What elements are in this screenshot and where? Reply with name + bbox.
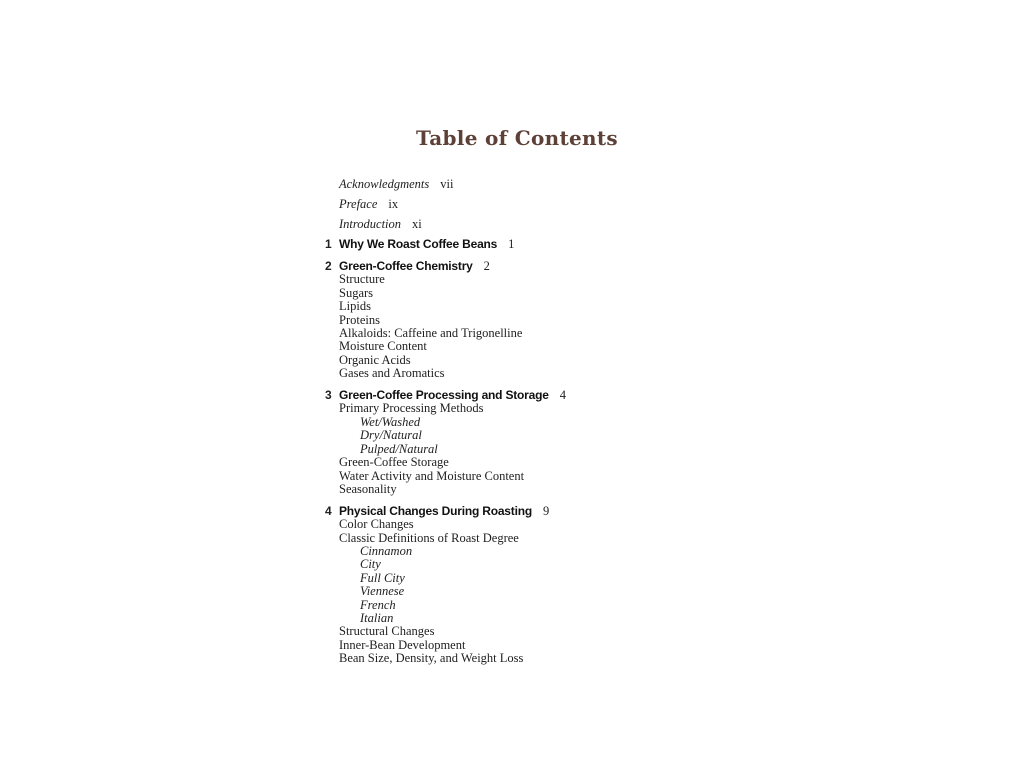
chapter-heading [325, 237, 765, 251]
chapter-title: Green-Coffee Chemistry [339, 258, 473, 273]
chapter-entry [325, 388, 765, 496]
subsection-entry: Viennese [360, 584, 405, 599]
section-entry: Bean Size, Density, and Weight Loss [339, 651, 524, 666]
subsection-entry: Dry/Natural [360, 428, 422, 443]
section-entry: Seasonality [339, 481, 397, 496]
section-entry: Color Changes [339, 517, 414, 532]
section-entry: Structure [339, 272, 385, 287]
section-entry: Moisture Content [339, 339, 427, 354]
chapter-entry [325, 237, 765, 251]
front-matter-list [325, 174, 765, 234]
chapter-title: Physical Changes During Roasting [339, 503, 532, 518]
chapter-number: 2 [325, 258, 332, 273]
subsection-entry: Italian [360, 611, 394, 626]
subsection-entry: Full City [360, 570, 405, 585]
front-matter-entry [325, 174, 765, 194]
chapter-page-number: 4 [559, 388, 566, 403]
front-matter-label: Acknowledgments [339, 177, 430, 191]
section-entry: Structural Changes [339, 624, 435, 639]
section-entry: Lipids [339, 299, 371, 314]
front-matter-label: Introduction [339, 217, 402, 231]
section-entry: Sugars [339, 285, 374, 300]
chapter-heading [325, 388, 765, 402]
chapter-page-number: 9 [542, 503, 550, 518]
chapter-page-number: 2 [483, 258, 490, 273]
chapter-heading [325, 504, 765, 518]
front-matter-page-number: vii [440, 177, 454, 191]
chapter-list [325, 237, 765, 666]
toc-list [325, 174, 765, 666]
chapter-entry [325, 259, 765, 381]
chapter-title: Why We Roast Coffee Beans [339, 237, 498, 251]
chapter-page-number: 1 [508, 237, 515, 251]
subsection-entry: Cinnamon [360, 544, 413, 559]
front-matter-entry [325, 214, 765, 234]
section-entry: Alkaloids: Caffeine and Trigonelline [339, 325, 523, 340]
section-entry: Water Activity and Moisture Content [339, 468, 525, 483]
chapter-number: 1 [325, 237, 332, 251]
front-matter-label: Preface [339, 197, 378, 211]
page-title: Table of Contents [415, 126, 618, 150]
subsection-entry: City [360, 557, 381, 572]
chapter-heading [325, 259, 765, 273]
section-entry: Proteins [339, 312, 380, 327]
front-matter-page-number: xi [412, 217, 422, 231]
section-entry: Green-Coffee Storage [339, 455, 449, 470]
front-matter-entry [325, 194, 765, 214]
front-matter-page-number: ix [388, 197, 399, 211]
section-entry: Gases and Aromatics [339, 366, 445, 381]
section-entry: Classic Definitions of Roast Degree [339, 530, 519, 545]
subsection-entry: Wet/Washed [360, 414, 421, 429]
section-entry: Primary Processing Methods [339, 401, 484, 416]
section-entry: Organic Acids [339, 352, 411, 367]
section-entry: Inner-Bean Development [339, 637, 466, 652]
chapter-number: 4 [325, 503, 332, 518]
subsection-entry: Pulped/Natural [360, 441, 438, 456]
subsection-entry: French [360, 597, 396, 612]
chapter-title: Green-Coffee Processing and Storage [339, 388, 549, 403]
chapter-entry [325, 504, 765, 666]
chapter-number: 3 [325, 388, 332, 403]
